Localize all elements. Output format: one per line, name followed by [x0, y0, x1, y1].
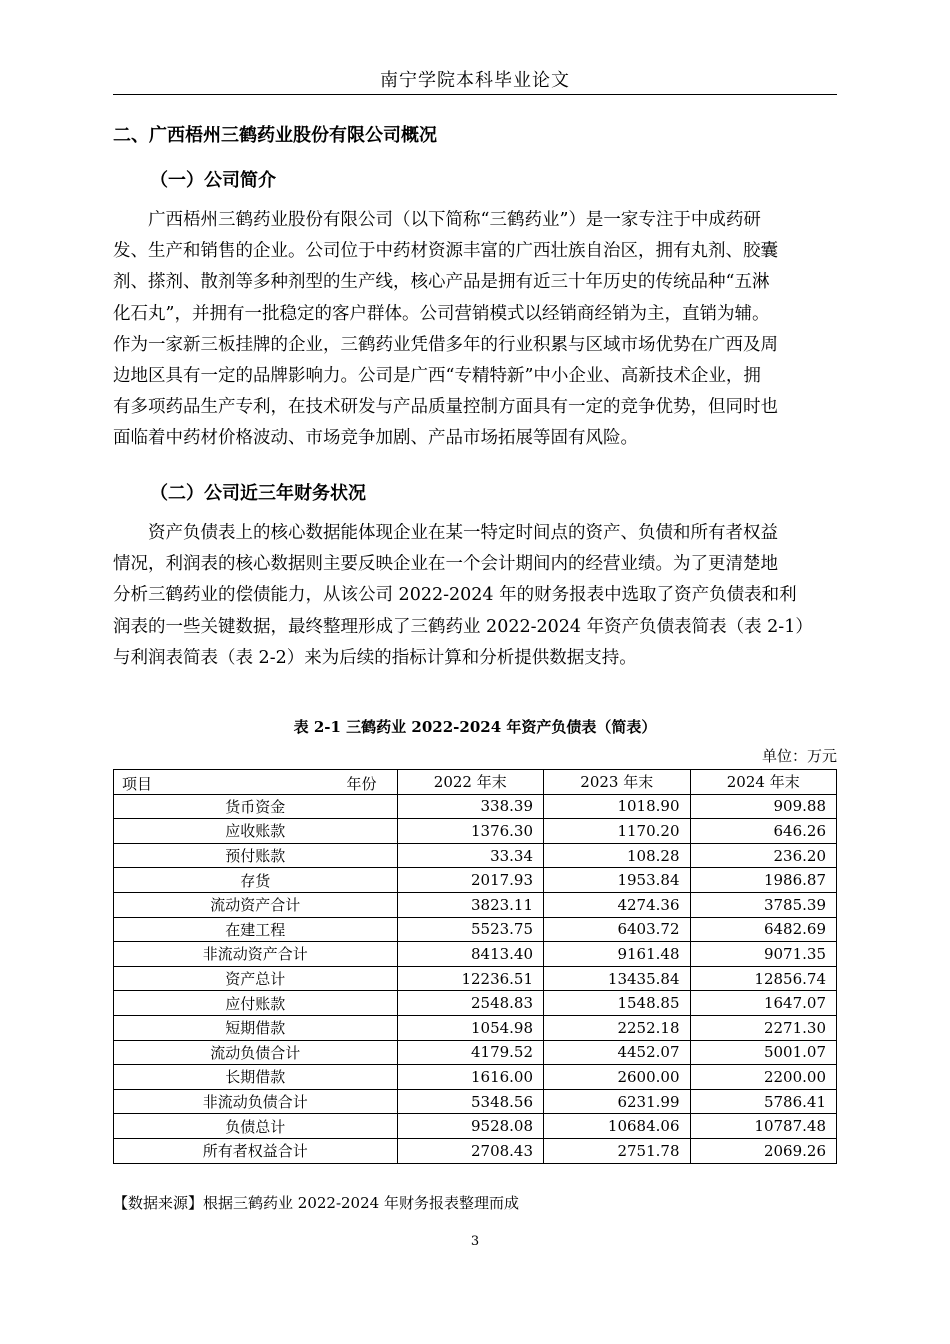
data-source-note: 【数据来源】根据三鹤药业 2022-2024 年财务报表整理而成 — [113, 1194, 519, 1212]
table-row — [114, 1015, 837, 1040]
table-cell: 338.39 — [397, 794, 543, 819]
table-cell: 9071.35 — [690, 942, 837, 967]
table-cell: 4179.52 — [397, 1040, 543, 1065]
column-header: 2022 年末 — [397, 770, 543, 795]
table-cell: 8413.40 — [397, 942, 543, 967]
table-cell: 2017.93 — [397, 868, 543, 893]
table-cell: 2548.83 — [397, 991, 543, 1016]
corner-year-label: 年份 — [346, 775, 377, 793]
table-cell: 5348.56 — [397, 1089, 543, 1114]
row-label: 应收账款 — [114, 819, 398, 844]
running-header: 南宁学院本科毕业论文 — [380, 70, 570, 91]
table-row — [114, 917, 837, 942]
table-cell: 1953.84 — [544, 868, 690, 893]
corner-item-label: 项目 — [122, 775, 153, 793]
table-cell: 2252.18 — [544, 1015, 690, 1040]
table-row — [114, 1138, 837, 1163]
table-row — [114, 1089, 837, 1114]
row-label: 存货 — [114, 868, 398, 893]
row-label: 流动资产合计 — [114, 892, 398, 917]
table-cell: 2069.26 — [690, 1138, 837, 1163]
table-row — [114, 868, 837, 893]
table-row — [114, 966, 837, 991]
paragraph-line: 广西梧州三鹤药业股份有限公司（以下简称“三鹤药业”）是一家专注于中成药研 — [113, 210, 761, 230]
table-cell: 10787.48 — [690, 1114, 837, 1139]
table-cell: 3785.39 — [690, 892, 837, 917]
table-cell: 6482.69 — [690, 917, 837, 942]
column-header: 2023 年末 — [544, 770, 690, 795]
table-cell: 6403.72 — [544, 917, 690, 942]
paragraph-line: 剂、搽剂、散剂等多种剂型的生产线，核心产品是拥有近三十年历史的传统品种“五淋 — [113, 272, 770, 293]
table-row — [114, 942, 837, 967]
table-cell: 108.28 — [544, 843, 690, 868]
page-number: 3 — [470, 1234, 480, 1249]
row-label: 预付账款 — [114, 843, 398, 868]
table-row — [114, 794, 837, 819]
row-label: 流动负债合计 — [114, 1040, 398, 1065]
row-label: 负债总计 — [114, 1114, 398, 1139]
subsection-title-finance: （二）公司近三年财务状况 — [150, 483, 366, 504]
subsection-title-intro: （一）公司简介 — [150, 170, 276, 191]
table-cell: 2200.00 — [690, 1065, 837, 1090]
table-cell: 5786.41 — [690, 1089, 837, 1114]
paragraph-line: 分析三鹤药业的偿债能力，从该公司 2022-2024 年的财务报表中选取了资产负债表和利 — [113, 585, 797, 606]
row-label: 所有者权益合计 — [114, 1138, 398, 1163]
table-row — [114, 819, 837, 844]
table-cell: 2271.30 — [690, 1015, 837, 1040]
paragraph-line: 面临着中药材价格波动、市场竞争加剧、产品市场拓展等固有风险。 — [113, 428, 638, 449]
paragraph-intro — [113, 205, 837, 455]
paragraph-line: 发、生产和销售的企业。公司位于中药材资源丰富的广西壮族自治区，拥有丸剂、胶囊 — [113, 241, 778, 262]
table-cell: 33.34 — [397, 843, 543, 868]
table-cell: 2708.43 — [397, 1138, 543, 1163]
table-corner-cell — [114, 770, 398, 795]
table-row — [114, 892, 837, 917]
table-cell: 6231.99 — [544, 1089, 690, 1114]
table-cell: 9528.08 — [397, 1114, 543, 1139]
table-cell: 9161.48 — [544, 942, 690, 967]
table-cell: 5001.07 — [690, 1040, 837, 1065]
table-cell: 12236.51 — [397, 966, 543, 991]
table-cell: 4452.07 — [544, 1040, 690, 1065]
table-cell: 1986.87 — [690, 868, 837, 893]
table-row — [114, 991, 837, 1016]
paragraph-line: 资产负债表上的核心数据能体现企业在某一特定时间点的资产、负债和所有者权益 — [113, 523, 778, 543]
paragraph-line: 边地区具有一定的品牌影响力。公司是广西“专精特新”中小企业、高新技术企业，拥 — [113, 365, 761, 386]
section-title: 二、广西梧州三鹤药业股份有限公司概况 — [113, 125, 437, 146]
table-cell: 1616.00 — [397, 1065, 543, 1090]
paragraph-line: 作为一家新三板挂牌的企业，三鹤药业凭借多年的行业积累与区域市场优势在广西及周 — [113, 334, 778, 355]
table-cell: 4274.36 — [544, 892, 690, 917]
table-cell: 10684.06 — [544, 1114, 690, 1139]
row-label: 应付账款 — [114, 991, 398, 1016]
table-unit: 单位：万元 — [761, 747, 837, 765]
paragraph-line: 情况，利润表的核心数据则主要反映企业在一个会计期间内的经营业绩。为了更清楚地 — [113, 554, 778, 575]
header-rule — [113, 94, 837, 95]
table-cell: 1647.07 — [690, 991, 837, 1016]
table-cell: 1018.90 — [544, 794, 690, 819]
paragraph-finance — [113, 518, 837, 674]
column-header: 2024 年末 — [690, 770, 837, 795]
paragraph-line: 化石丸”，并拥有一批稳定的客户群体。公司营销模式以经销商经销为主，直销为辅。 — [113, 303, 770, 324]
table-row — [114, 1114, 837, 1139]
table-row — [114, 1040, 837, 1065]
paragraph-line: 与利润表简表（表 2-2）来为后续的指标计算和分析提供数据支持。 — [113, 647, 637, 668]
table-cell: 1054.98 — [397, 1015, 543, 1040]
row-label: 非流动负债合计 — [114, 1089, 398, 1114]
table-cell: 13435.84 — [544, 966, 690, 991]
table-row — [114, 1065, 837, 1090]
table-cell: 1170.20 — [544, 819, 690, 844]
table-header-row — [114, 770, 837, 795]
balance-sheet-table — [113, 769, 837, 1164]
table-row — [114, 843, 837, 868]
table-cell: 5523.75 — [397, 917, 543, 942]
table-cell: 3823.11 — [397, 892, 543, 917]
table-cell: 646.26 — [690, 819, 837, 844]
row-label: 长期借款 — [114, 1065, 398, 1090]
row-label: 货币资金 — [114, 794, 398, 819]
table-cell: 2600.00 — [544, 1065, 690, 1090]
paragraph-line: 润表的一些关键数据，最终整理形成了三鹤药业 2022-2024 年资产负债表简表（表 2-1） — [113, 616, 813, 637]
row-label: 非流动资产合计 — [114, 942, 398, 967]
row-label: 短期借款 — [114, 1015, 398, 1040]
table-cell: 12856.74 — [690, 966, 837, 991]
table-cell: 2751.78 — [544, 1138, 690, 1163]
table-cell: 1548.85 — [544, 991, 690, 1016]
paragraph-line: 有多项药品生产专利，在技术研发与产品质量控制方面具有一定的竞争优势，但同时也 — [113, 397, 778, 418]
table-cell: 236.20 — [690, 843, 837, 868]
table-caption: 表 2-1 三鹤药业 2022-2024 年资产负债表（简表） — [293, 718, 657, 736]
row-label: 在建工程 — [114, 917, 398, 942]
row-label: 资产总计 — [114, 966, 398, 991]
table-cell: 909.88 — [690, 794, 837, 819]
table-cell: 1376.30 — [397, 819, 543, 844]
